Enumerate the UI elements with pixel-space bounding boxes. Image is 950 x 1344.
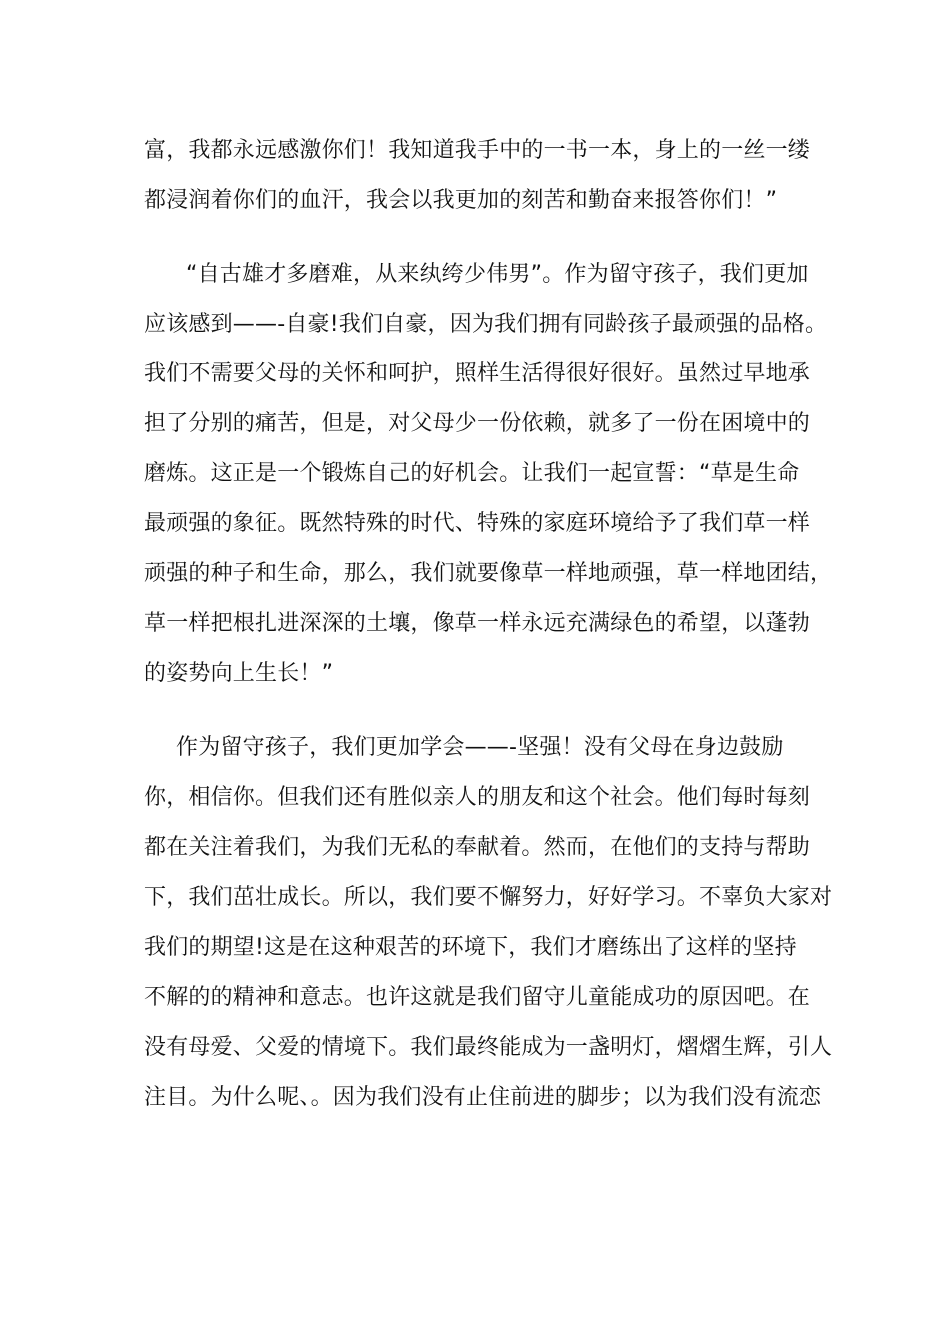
paragraph-3-line-7: 没有母爱、父爱的情境下。我们最终能成为一盏明灯，熠熠生辉，引人 [144,1035,833,1060]
paragraph-3-line-1: 作为留守孩子，我们更加学会——-坚强！没有父母在身边鼓励 [176,735,784,760]
paragraph-2-line-2: 应该感到——-自豪!我们自豪，因为我们拥有同龄孩子最顽强的品格。 [144,312,828,337]
paragraph-3-line-5: 我们的期望!这是在这种艰苦的环境下，我们才磨练出了这样的坚持 [144,935,797,960]
paragraph-1-line-1: 富，我都永远感激你们！我知道我手中的一书一本，身上的一丝一缕 [144,138,811,163]
paragraph-3-line-3: 都在关注着我们，为我们无私的奉献着。然而，在他们的支持与帮助 [144,835,811,860]
paragraph-2-line-7: 顽强的种子和生命，那么，我们就要像草一样地顽强，草一样地团结， [144,561,833,586]
paragraph-1-line-2: 都浸润着你们的血汗，我会以我更加的刻苦和勤奋来报答你们！” [144,188,778,213]
paragraph-3-line-4: 下，我们茁壮成长。所以，我们要不懈努力，好好学习。不辜负大家对 [144,885,833,910]
paragraph-2-line-8: 草一样把根扎进深深的土壤，像草一样永远充满绿色的希望，以蓬勃 [144,611,811,636]
paragraph-2-line-4: 担了分别的痛苦，但是，对父母少一份依赖，就多了一份在困境中的 [144,411,811,436]
paragraph-3-line-8: 注目。为什么呢、。因为我们没有止住前进的脚步；以为我们没有流恋 [144,1085,822,1110]
paragraph-2-line-1: “自古雄才多磨难，从来纨绔少伟男”。作为留守孩子，我们更加 [186,262,809,287]
paragraph-2-line-9: 的姿势向上生长！” [144,661,334,686]
paragraph-2-line-3: 我们不需要父母的关怀和呵护，照样生活得很好很好。虽然过早地承 [144,361,811,386]
paragraph-3-line-2: 你，相信你。但我们还有胜似亲人的朋友和这个社会。他们每时每刻 [144,785,811,810]
paragraph-2-line-5: 磨炼。这正是一个锻炼自己的好机会。让我们一起宣誓：“草是生命 [144,461,800,486]
paragraph-2-line-6: 最顽强的象征。既然特殊的时代、特殊的家庭环境给予了我们草一样 [144,511,811,536]
paragraph-3-line-6: 不解的的精神和意志。也许这就是我们留守儿童能成功的原因吧。在 [144,985,811,1010]
